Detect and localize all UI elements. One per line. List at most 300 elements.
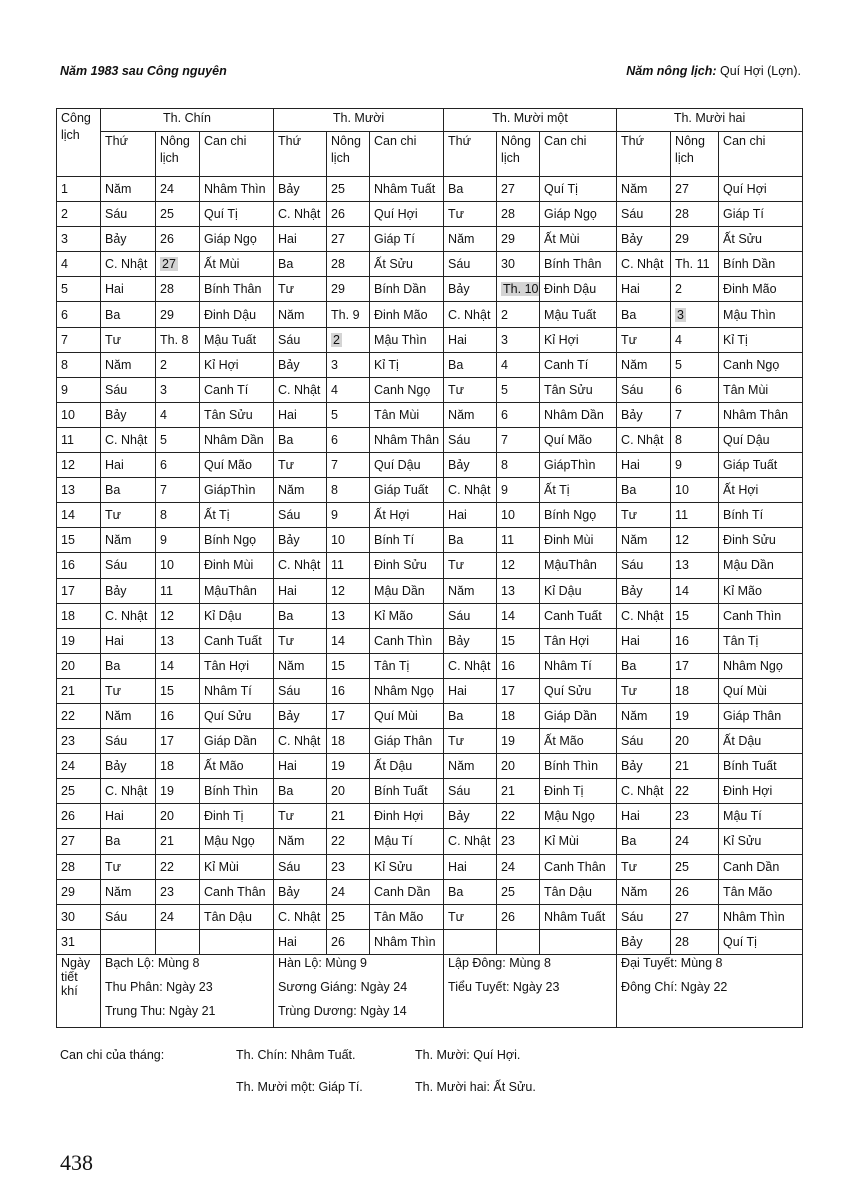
weekday-cell: Hai [444, 854, 497, 879]
table-row [57, 478, 803, 503]
can-chi-cell: Canh Thân [540, 854, 617, 879]
weekday-cell: Tư [274, 804, 327, 829]
weekday-cell: Ba [101, 302, 156, 327]
calendar-table [56, 108, 803, 1028]
solar-terms-row [57, 954, 803, 979]
can-chi-cell: Ất Hợi [719, 478, 803, 503]
can-chi-cell: Mậu Tí [719, 804, 803, 829]
table-row [57, 177, 803, 202]
can-chi-cell: MậuThân [200, 578, 274, 603]
weekday-cell: Tư [101, 327, 156, 352]
weekday-cell: Bảy [617, 578, 671, 603]
lunar-day-cell: 18 [671, 678, 719, 703]
weekday-cell: Hai [274, 402, 327, 427]
weekday-cell: Tư [617, 854, 671, 879]
can-chi-cell: Giáp Dần [200, 729, 274, 754]
can-chi-cell: Nhâm Ngọ [370, 678, 444, 703]
weekday-cell: C. Nhật [444, 302, 497, 327]
weekday-cell: Hai [617, 628, 671, 653]
can-chi-cell: Quí Mão [540, 427, 617, 452]
lunar-day-cell: 18 [327, 729, 370, 754]
can-chi-cell: Giáp Dần [540, 703, 617, 728]
lunar-day-cell: Th. 11 [671, 252, 719, 277]
lunar-day-cell: 14 [156, 653, 200, 678]
lunar-day-cell: 11 [671, 503, 719, 528]
can-chi-cell: Bính Thìn [200, 779, 274, 804]
lunar-day-cell: 2 [497, 302, 540, 327]
can-chi-cell: Đinh Mão [370, 302, 444, 327]
lunar-day-cell: 12 [156, 603, 200, 628]
weekday-cell: Năm [617, 879, 671, 904]
solar-term-cell: Trung Thu: Ngày 21 [101, 1003, 274, 1028]
footer-month-11: Th. Mười một: Giáp Tí. [236, 1080, 363, 1094]
lunar-day-cell: 18 [156, 754, 200, 779]
lunar-day-cell: 22 [671, 779, 719, 804]
weekday-cell: Ba [617, 478, 671, 503]
can-chi-cell: Kỉ Tị [370, 352, 444, 377]
lunar-day-cell: 16 [327, 678, 370, 703]
can-chi-cell: Đinh Hợi [370, 804, 444, 829]
month-header: Th. Mười hai [617, 109, 803, 132]
table-row [57, 653, 803, 678]
weekday-cell: Tư [274, 277, 327, 302]
weekday-cell: Năm [617, 703, 671, 728]
can-chi-cell: Kỉ Hợi [540, 327, 617, 352]
lunar-day-cell: 27 [671, 904, 719, 929]
weekday-cell: Bảy [274, 879, 327, 904]
lunar-day-cell: 29 [497, 227, 540, 252]
lunar-day-cell: 27 [671, 177, 719, 202]
lunar-day-cell: 26 [156, 227, 200, 252]
month-can-chi [60, 1048, 800, 1098]
weekday-cell: C. Nhật [444, 478, 497, 503]
lunar-day-cell: 11 [156, 578, 200, 603]
solar-day-cell: 22 [57, 703, 101, 728]
can-chi-cell: Quí Tị [540, 177, 617, 202]
lunar-day-cell: 19 [671, 703, 719, 728]
can-chi-cell: Giáp Thân [370, 729, 444, 754]
weekday-cell: Hai [101, 277, 156, 302]
can-chi-cell: Nhâm Thân [719, 402, 803, 427]
lunar-day-cell: 13 [327, 603, 370, 628]
lunar-day-cell: 19 [497, 729, 540, 754]
lunar-day-cell: 5 [327, 402, 370, 427]
table-row [57, 779, 803, 804]
weekday-cell: Ba [274, 252, 327, 277]
lunar-day-cell: 29 [327, 277, 370, 302]
table-row [57, 252, 803, 277]
can-chi-cell: Ất Sửu [370, 252, 444, 277]
solar-day-cell: 17 [57, 578, 101, 603]
lunar-day-cell: 26 [671, 879, 719, 904]
can-chi-cell: Ất Dậu [370, 754, 444, 779]
lunar-day-cell: 4 [327, 377, 370, 402]
sub-header: Nông lịch [156, 132, 200, 177]
lunar-day-cell: 3 [327, 352, 370, 377]
weekday-cell: Sáu [101, 377, 156, 402]
weekday-cell: Bảy [444, 804, 497, 829]
weekday-cell: Bảy [101, 402, 156, 427]
weekday-cell: Năm [617, 352, 671, 377]
weekday-cell: Năm [617, 528, 671, 553]
weekday-cell [444, 929, 497, 954]
lunar-day-cell: 12 [497, 553, 540, 578]
weekday-cell: Năm [617, 177, 671, 202]
solar-day-cell: 11 [57, 427, 101, 452]
lunar-day-cell: 29 [156, 302, 200, 327]
lunar-day-cell [497, 277, 540, 302]
lunar-day-cell: 29 [671, 227, 719, 252]
can-chi-cell: Nhâm Tí [540, 653, 617, 678]
can-chi-cell: Mậu Ngọ [540, 804, 617, 829]
lunar-day-cell: 11 [327, 553, 370, 578]
solar-day-cell: 28 [57, 854, 101, 879]
lunar-day-cell: 4 [671, 327, 719, 352]
table-row [57, 453, 803, 478]
can-chi-cell: Canh Thìn [719, 603, 803, 628]
solar-day-cell: 9 [57, 377, 101, 402]
solar-term-cell: Tiểu Tuyết: Ngày 23 [444, 979, 617, 1003]
weekday-cell: Sáu [274, 854, 327, 879]
solar-day-cell: 27 [57, 829, 101, 854]
can-chi-cell: Nhâm Tuất [540, 904, 617, 929]
weekday-cell: Tư [101, 503, 156, 528]
weekday-cell: Năm [444, 578, 497, 603]
can-chi-cell: Bính Thìn [540, 754, 617, 779]
can-chi-cell: Kỉ Sửu [719, 829, 803, 854]
lunar-day-cell [327, 327, 370, 352]
weekday-cell: Sáu [101, 553, 156, 578]
weekday-cell: Bảy [274, 528, 327, 553]
table-row [57, 628, 803, 653]
can-chi-cell: Quí Sửu [540, 678, 617, 703]
can-chi-cell: Mậu Tuất [200, 327, 274, 352]
weekday-cell: Sáu [444, 427, 497, 452]
lunar-day-cell: 15 [671, 603, 719, 628]
solar-day-cell: 4 [57, 252, 101, 277]
lunar-day-cell: 19 [327, 754, 370, 779]
can-chi-cell: Kỉ Dậu [200, 603, 274, 628]
can-chi-cell: Ất Sửu [719, 227, 803, 252]
can-chi-cell: Mậu Thìn [370, 327, 444, 352]
can-chi-cell: Tân Sửu [200, 402, 274, 427]
weekday-cell: C. Nhật [274, 729, 327, 754]
lunar-day-cell: 6 [156, 453, 200, 478]
lunar-day-cell: 18 [497, 703, 540, 728]
can-chi-cell: Canh Thân [200, 879, 274, 904]
lunar-day-cell: 6 [497, 402, 540, 427]
table-row [57, 929, 803, 954]
weekday-cell: Sáu [617, 904, 671, 929]
lunar-day-cell: 22 [156, 854, 200, 879]
weekday-cell: Năm [444, 754, 497, 779]
lunar-day-cell: 24 [671, 829, 719, 854]
can-chi-cell: Đinh Tị [200, 804, 274, 829]
weekday-cell: Sáu [101, 202, 156, 227]
lunar-day-cell: 10 [671, 478, 719, 503]
solar-day-cell: 14 [57, 503, 101, 528]
lunar-day-cell: 10 [156, 553, 200, 578]
can-chi-cell: Canh Tuất [540, 603, 617, 628]
can-chi-cell: Đinh Mùi [200, 553, 274, 578]
can-chi-cell: Kỉ Mão [719, 578, 803, 603]
table-row [57, 553, 803, 578]
can-chi-cell: Giáp Thân [719, 703, 803, 728]
weekday-cell: Hai [617, 453, 671, 478]
weekday-cell: C. Nhật [274, 377, 327, 402]
weekday-cell: Hai [444, 327, 497, 352]
can-chi-cell: Giáp Tuất [719, 453, 803, 478]
lunar-day-cell: 24 [327, 879, 370, 904]
can-chi-cell: Tân Mão [719, 879, 803, 904]
lunar-day-cell: 6 [671, 377, 719, 402]
weekday-cell: Hai [101, 628, 156, 653]
can-chi-cell: Quí Mùi [370, 703, 444, 728]
weekday-cell: Bảy [274, 177, 327, 202]
lunar-day-cell: 5 [671, 352, 719, 377]
solar-day-cell: 19 [57, 628, 101, 653]
weekday-cell: Năm [274, 829, 327, 854]
weekday-cell: Bảy [617, 227, 671, 252]
weekday-cell: Ba [274, 603, 327, 628]
weekday-cell: Năm [101, 703, 156, 728]
can-chi-cell: Quí Hợi [719, 177, 803, 202]
weekday-cell: Hai [274, 227, 327, 252]
sub-header: Can chi [719, 132, 803, 177]
lunar-day-cell: 9 [327, 503, 370, 528]
lunar-day-cell: 20 [497, 754, 540, 779]
weekday-cell: C. Nhật [444, 653, 497, 678]
sub-header: Thứ [274, 132, 327, 177]
can-chi-cell: Đinh Sửu [370, 553, 444, 578]
weekday-cell: Ba [617, 829, 671, 854]
weekday-cell: Năm [274, 478, 327, 503]
can-chi-cell: Nhâm Dần [540, 402, 617, 427]
solar-day-cell: 12 [57, 453, 101, 478]
lunar-day-cell: 5 [156, 427, 200, 452]
weekday-cell: C. Nhật [274, 553, 327, 578]
weekday-cell: Sáu [274, 503, 327, 528]
can-chi-cell: Ất Mão [200, 754, 274, 779]
can-chi-cell: Quí Mùi [719, 678, 803, 703]
weekday-cell: Bảy [101, 578, 156, 603]
can-chi-cell: Bính Dần [370, 277, 444, 302]
can-chi-cell: Tân Mão [370, 904, 444, 929]
solar-day-cell: 1 [57, 177, 101, 202]
weekday-cell: Ba [101, 829, 156, 854]
sub-header: Thứ [101, 132, 156, 177]
table-row [57, 202, 803, 227]
solar-day-cell: 30 [57, 904, 101, 929]
lunar-day-cell: 14 [327, 628, 370, 653]
weekday-cell: Tư [444, 904, 497, 929]
lunar-day-cell: 25 [327, 177, 370, 202]
weekday-cell: Tư [444, 377, 497, 402]
can-chi-cell: Ất Mão [540, 729, 617, 754]
lunar-day-cell: 9 [497, 478, 540, 503]
lunar-day-cell: 26 [497, 904, 540, 929]
solar-day-cell: 10 [57, 402, 101, 427]
lunar-day-cell: 3 [497, 327, 540, 352]
footer-month-10: Th. Mười: Quí Hợi. [415, 1048, 521, 1062]
lunar-day-cell: 28 [156, 277, 200, 302]
can-chi-cell: Tân Hợi [200, 653, 274, 678]
can-chi-cell: Mậu Dần [370, 578, 444, 603]
solar-day-cell: 6 [57, 302, 101, 327]
lunar-day-cell: 7 [671, 402, 719, 427]
table-row [57, 578, 803, 603]
can-chi-cell: Ất Tị [200, 503, 274, 528]
can-chi-cell: Tân Mùi [370, 402, 444, 427]
lunar-day-cell: 28 [497, 202, 540, 227]
table-row [57, 678, 803, 703]
weekday-cell: Hai [444, 678, 497, 703]
solar-day-cell: 16 [57, 553, 101, 578]
can-chi-cell: Quí Sửu [200, 703, 274, 728]
solar-term-cell: Lập Đông: Mùng 8 [444, 954, 617, 979]
weekday-cell: C. Nhật [444, 829, 497, 854]
can-chi-cell: Ất Hợi [370, 503, 444, 528]
lunar-day-cell: 23 [156, 879, 200, 904]
lunar-day-cell: 15 [327, 653, 370, 678]
lunar-day-cell: 24 [156, 904, 200, 929]
weekday-cell: Năm [101, 528, 156, 553]
lunar-day-cell: 10 [327, 528, 370, 553]
weekday-cell: Hai [617, 277, 671, 302]
can-chi-cell [200, 929, 274, 954]
can-chi-cell: Quí Hợi [370, 202, 444, 227]
can-chi-cell: Canh Dần [719, 854, 803, 879]
lunar-day-cell: 8 [156, 503, 200, 528]
sub-header: Nông lịch [497, 132, 540, 177]
weekday-cell: C. Nhật [617, 603, 671, 628]
sub-header: Nông lịch [327, 132, 370, 177]
can-chi-cell: Giáp Ngọ [540, 202, 617, 227]
can-chi-cell: Tân Tị [370, 653, 444, 678]
solar-day-cell: 25 [57, 779, 101, 804]
solar-terms-row [57, 979, 803, 1003]
weekday-cell: C. Nhật [101, 779, 156, 804]
lunar-day-cell: 25 [497, 879, 540, 904]
can-chi-cell: Đinh Sửu [719, 528, 803, 553]
weekday-cell: C. Nhật [617, 427, 671, 452]
lunar-day-cell: 27 [497, 177, 540, 202]
weekday-cell: Ba [274, 427, 327, 452]
solar-day-cell: 5 [57, 277, 101, 302]
lunar-day-cell: 13 [497, 578, 540, 603]
weekday-cell: C. Nhật [617, 252, 671, 277]
weekday-cell: Bảy [617, 754, 671, 779]
table-row [57, 829, 803, 854]
weekday-cell: Tư [617, 327, 671, 352]
can-chi-cell: Quí Tị [200, 202, 274, 227]
lunar-day-cell: 12 [327, 578, 370, 603]
can-chi-cell: Nhâm Thìn [370, 929, 444, 954]
lunar-day-cell: 10 [497, 503, 540, 528]
weekday-cell: Năm [101, 352, 156, 377]
can-chi-cell: Ất Dậu [719, 729, 803, 754]
weekday-cell: Hai [617, 804, 671, 829]
solar-day-cell: 23 [57, 729, 101, 754]
solar-day-cell: 29 [57, 879, 101, 904]
table-row [57, 277, 803, 302]
solar-day-cell: 18 [57, 603, 101, 628]
weekday-cell: Năm [101, 177, 156, 202]
lunar-day-cell: 23 [497, 829, 540, 854]
can-chi-cell: Tân Tị [719, 628, 803, 653]
table-row [57, 879, 803, 904]
solar-term-cell: Bạch Lộ: Mùng 8 [101, 954, 274, 979]
weekday-cell: Năm [274, 302, 327, 327]
can-chi-cell: Bính Tí [370, 528, 444, 553]
weekday-cell: Ba [101, 653, 156, 678]
lunar-day-cell: 8 [327, 478, 370, 503]
lunar-day-cell: 21 [497, 779, 540, 804]
sub-header: Thứ [617, 132, 671, 177]
weekday-cell: Bảy [444, 628, 497, 653]
weekday-cell: Năm [101, 879, 156, 904]
solar-term-cell: Đông Chí: Ngày 22 [617, 979, 803, 1003]
lunar-day-cell: 21 [327, 804, 370, 829]
solar-term-cell: Trùng Dương: Ngày 14 [274, 1003, 444, 1028]
weekday-cell: Ba [444, 177, 497, 202]
can-chi-cell: Canh Tuất [200, 628, 274, 653]
weekday-cell: C. Nhật [274, 904, 327, 929]
weekday-cell: Sáu [274, 327, 327, 352]
lunar-day-cell: 4 [497, 352, 540, 377]
solar-term-cell: Hàn Lộ: Mùng 9 [274, 954, 444, 979]
lunar-day-cell: 17 [327, 703, 370, 728]
solar-day-cell: 13 [57, 478, 101, 503]
weekday-cell: Ba [617, 302, 671, 327]
can-chi-cell: Bính Dần [719, 252, 803, 277]
solar-term-cell: Sương Giáng: Ngày 24 [274, 979, 444, 1003]
table-row [57, 703, 803, 728]
sub-header: Can chi [540, 132, 617, 177]
lunar-day-cell: 14 [497, 603, 540, 628]
solar-day-cell: 15 [57, 528, 101, 553]
lunar-day-cell: 19 [156, 779, 200, 804]
corner-label: Công lịch [57, 109, 101, 177]
lunar-day-cell: 15 [497, 628, 540, 653]
solar-term-cell: Thu Phân: Ngày 23 [101, 979, 274, 1003]
weekday-cell: Năm [444, 402, 497, 427]
lunar-day-cell: 2 [671, 277, 719, 302]
weekday-cell: Tư [444, 729, 497, 754]
weekday-cell: Tư [101, 854, 156, 879]
weekday-cell: Bảy [274, 352, 327, 377]
weekday-cell: Tư [101, 678, 156, 703]
table-row [57, 377, 803, 402]
weekday-cell: Ba [617, 653, 671, 678]
weekday-cell: Hai [101, 453, 156, 478]
weekday-cell: Bảy [444, 277, 497, 302]
can-chi-cell: Đinh Hợi [719, 779, 803, 804]
sub-header: Nông lịch [671, 132, 719, 177]
solar-terms-row [57, 1003, 803, 1028]
weekday-cell: Sáu [444, 252, 497, 277]
can-chi-cell: Kỉ Tị [719, 327, 803, 352]
can-chi-cell: Mậu Tuất [540, 302, 617, 327]
weekday-cell: Hai [444, 503, 497, 528]
page-number: 438 [60, 1150, 93, 1175]
can-chi-cell: Tân Dậu [540, 879, 617, 904]
can-chi-cell: Đinh Dậu [540, 277, 617, 302]
weekday-cell: Sáu [617, 202, 671, 227]
month-header: Th. Mười [274, 109, 444, 132]
lunar-day-cell: 15 [156, 678, 200, 703]
can-chi-cell: Canh Dần [370, 879, 444, 904]
